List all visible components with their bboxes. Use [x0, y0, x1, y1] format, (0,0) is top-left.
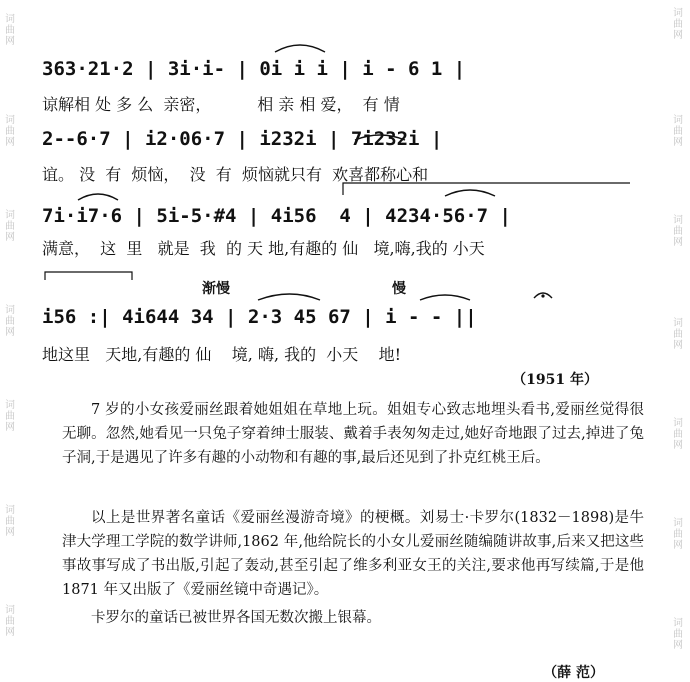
margin-watermark: 词 曲 网: [673, 318, 683, 351]
score-lyrics-row: 地这里 天地,有趣的 仙 境, 嗨, 我的 小天 地!: [42, 345, 402, 364]
author-signature: （薛 范）: [543, 665, 604, 681]
margin-watermark: 词 曲 网: [5, 305, 15, 338]
score-notes-row: 7i·i7·6 | 5i-5·#4 | 4i56 4 | 4234·56·7 |: [42, 205, 511, 227]
score-lyrics-row: 谅解相 处 多 么 亲密， 相 亲 相 爱， 有 情: [42, 95, 400, 114]
margin-watermark: 词 曲 网: [5, 400, 15, 433]
margin-watermark: 词 曲 网: [5, 14, 15, 47]
paragraph-film: 卡罗尔的童话已被世界各国无数次搬上银幕。: [91, 610, 381, 626]
score-notes-row: i56 :| 4i644 34 | 2·3 45 67 | i - - ||: [42, 306, 477, 328]
score-notes-row: 2--6·7 | i2·06·7 | i232i | 7i232i |: [42, 128, 443, 150]
margin-watermark: 词 曲 网: [673, 518, 683, 551]
margin-watermark: 词 曲 网: [673, 8, 683, 41]
paragraph-author: 以上是世界著名童话《爱丽丝漫游奇境》的梗概。刘易士·卡罗尔(1832－1898)是牛津大学理工学院的数学讲师,1862 年,他给院长的小女儿爱丽丝随编随讲故事,后来又把这些事故事写成了书出版,引起了轰动,甚至引起了维多利亚女王的关注,要求他再写续篇,于是他 1871 年又出版了《爱丽丝镜中奇遇记》。: [62, 510, 644, 598]
paragraph-story: 7 岁的小女孩爱丽丝跟着她姐姐在草地上玩。姐姐专心致志地埋头看书,爱丽丝觉得很无聊。忽然,她看见一只兔子穿着绅士服装、戴着手表匆匆走过,她好奇地跟了过去,掉进了兔子洞,于是遇见了许多有趣的小动物和有趣的事,最后还见到了扑克红桃王后。: [62, 402, 644, 466]
margin-watermark: 词 曲 网: [5, 505, 15, 538]
margin-watermark: 词 曲 网: [673, 215, 683, 248]
margin-watermark: 词 曲 网: [673, 618, 683, 651]
margin-watermark: 词 曲 网: [5, 210, 15, 243]
score-lyrics-row: 谊。 没 有 烦恼， 没 有 烦恼就只有 欢喜都称心和: [42, 165, 429, 184]
margin-watermark: 词 曲 网: [673, 115, 683, 148]
tempo-marking: 慢: [392, 281, 406, 297]
margin-watermark: 词 曲 网: [5, 115, 15, 148]
tempo-marking: 渐慢: [202, 281, 230, 297]
margin-watermark: 词 曲 网: [673, 418, 683, 451]
song-year: （1951 年）: [512, 372, 598, 388]
score-notes-row: 363·21·2 | 3i·i- | 0i i i | i - 6 1 |: [42, 58, 466, 80]
score-lyrics-row: 满意， 这 里 就是 我 的 天 地,有趣的 仙 境,嗨,我的 小天: [42, 239, 485, 258]
margin-watermark: 词 曲 网: [5, 605, 15, 638]
